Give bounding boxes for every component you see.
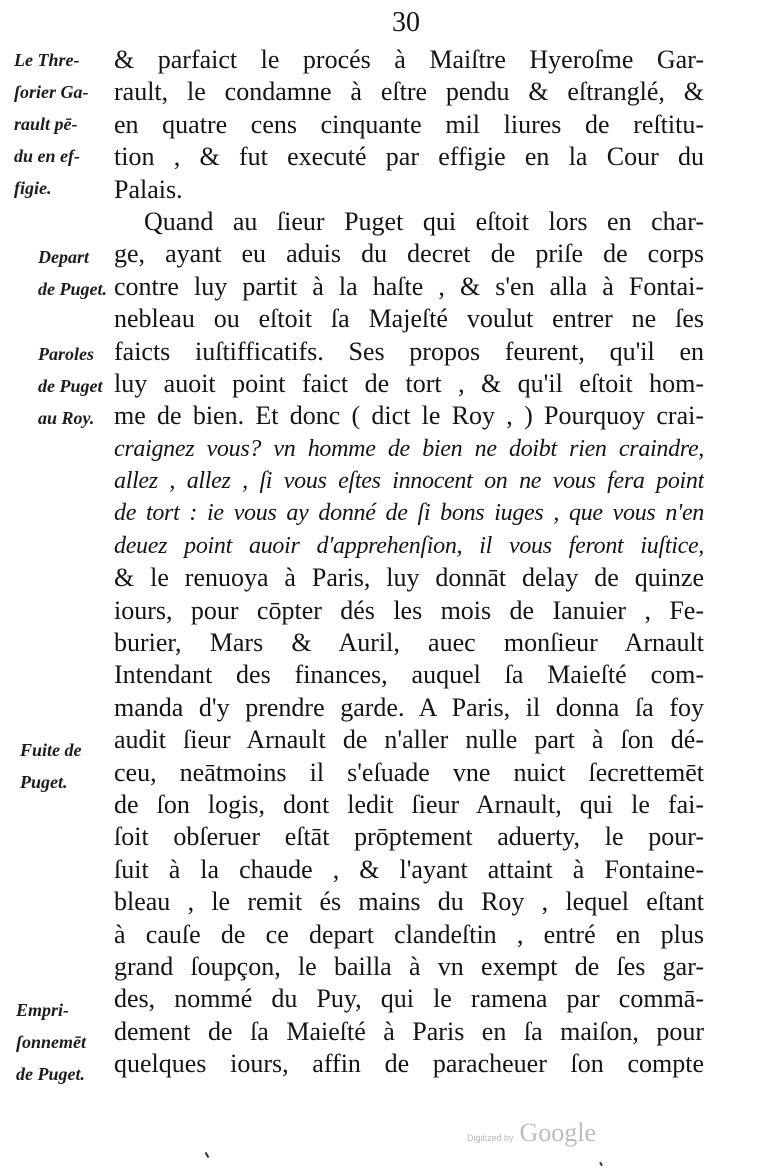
text-line: à cauſe de ce depart clandeſtin , entré en plus: [114, 919, 704, 949]
scan-speck: [205, 1152, 210, 1158]
text-line-italic: deuez point auoir d'apprehenſion, il vous feront iuſtice,: [114, 532, 704, 559]
margin-note-line: Puget.: [20, 772, 68, 792]
text-line: luy auoit point faict de tort , & qu'il eſtoit hom-: [114, 368, 704, 398]
text-line: manda d'y prendre garde. A Paris, il donna ſa foy: [114, 692, 704, 722]
watermark-prefix: Digitized by: [467, 1133, 514, 1143]
margin-note-line: de Puget.: [16, 1064, 85, 1084]
text-line: & le renuoya à Paris, luy donnāt delay de quinze: [114, 563, 704, 593]
text-line: contre luy partit à la haſte , & s'en alla à Fontai-: [114, 271, 704, 301]
text-line: ſoit obſeruer eſtāt prōptement aduerty, le pour-: [114, 822, 704, 852]
margin-note-line: au Roy.: [38, 408, 95, 428]
margin-note-line: Fuite de: [20, 740, 82, 760]
text-line: tion , & fut executé par effigie en la Cour du: [114, 142, 704, 172]
margin-note-line: Empri-: [16, 1000, 70, 1020]
margin-note-line: Le Thre-: [14, 50, 80, 70]
text-line: de ſon logis, dont ledit ſieur Arnault, qui le fai-: [114, 789, 704, 819]
margin-note-line: ſorier Ga-: [14, 82, 89, 102]
text-line-italic: de tort : ie vous ay donné de ſi bons iuges , que vous n'en: [114, 500, 704, 527]
text-line: me de bien. Et donc ( dict le Roy , ) Pourquoy crai-: [114, 401, 704, 431]
text-line: rault, le condamne à eſtre pendu & eſtranglé, &: [114, 77, 704, 107]
text-line: audit ſieur Arnault de n'aller nulle part à ſon dé-: [114, 725, 704, 755]
body-text: [114, 44, 704, 1081]
margin-note-line: du en ef-: [14, 146, 80, 166]
text-line: & parfaict le procés à Maiſtre Hyeroſme Gar-: [114, 45, 704, 74]
text-line: ge, ayant eu aduis du decret de priſe de corps: [114, 239, 704, 269]
text-line: ſuit à la chaude , & l'ayant attaint à Fontaine-: [114, 854, 704, 884]
margin-note-line: Depart: [38, 247, 89, 267]
text-line: en quatre cens cinquante mil liures de reſtitu-: [114, 109, 704, 139]
text-line: iours, pour cōpter dés les mois de Ianuier , Fe-: [114, 595, 704, 625]
digitized-watermark: [467, 1118, 596, 1148]
text-line: Quand au ſieur Puget qui eſtoit lors en char-: [144, 206, 704, 236]
text-line: Intendant des finances, auquel ſa Maieſté com-: [114, 660, 704, 690]
text-line: quelques iours, affin de paracheuer ſon compte: [114, 1049, 704, 1079]
page-number: 30: [392, 7, 420, 38]
margin-note-line: ſonnemēt: [16, 1032, 86, 1052]
text-line-italic: allez , allez , ſi vous eſtes innocent on ne vous fera point: [114, 468, 704, 495]
margin-note-fuite: [20, 734, 126, 798]
text-line: ceu, neātmoins il s'eſuade vne nuict ſecrettemēt: [114, 757, 704, 787]
text-line: nebleau ou eſtoit ſa Majeſté voulut entrer ne ſes: [114, 304, 704, 334]
margin-note-line: Paroles: [38, 344, 94, 364]
margin-note-line: de Puget.: [38, 279, 107, 299]
text-line: Palais.: [114, 174, 183, 204]
google-logo: Google: [519, 1118, 597, 1147]
margin-note-tresorier: [14, 44, 120, 204]
text-line: grand ſoupçon, le bailla à vn exempt de ſes gar-: [114, 951, 704, 981]
margin-note-emprisonnement: [16, 994, 122, 1090]
margin-note-line: de Puget: [38, 376, 103, 396]
text-line: faicts iuſtifficatifs. Ses propos feurent, qu'il en: [114, 336, 704, 366]
text-line: burier, Mars & Auril, auec monſieur Arnault: [114, 628, 704, 658]
text-line-italic: craignez vous? vn homme de bien ne doibt rien craindre,: [114, 435, 704, 462]
text-line: bleau , le remit és mains du Roy , lequel eſtant: [114, 887, 704, 917]
text-line: des, nommé du Puy, qui le ramena par commā-: [114, 984, 704, 1014]
scan-speck: [599, 1162, 603, 1166]
margin-note-line: figie.: [14, 178, 52, 198]
text-line: dement de ſa Maieſté à Paris en ſa maiſon, pour: [114, 1016, 704, 1046]
margin-note-line: rault pē-: [14, 114, 78, 134]
